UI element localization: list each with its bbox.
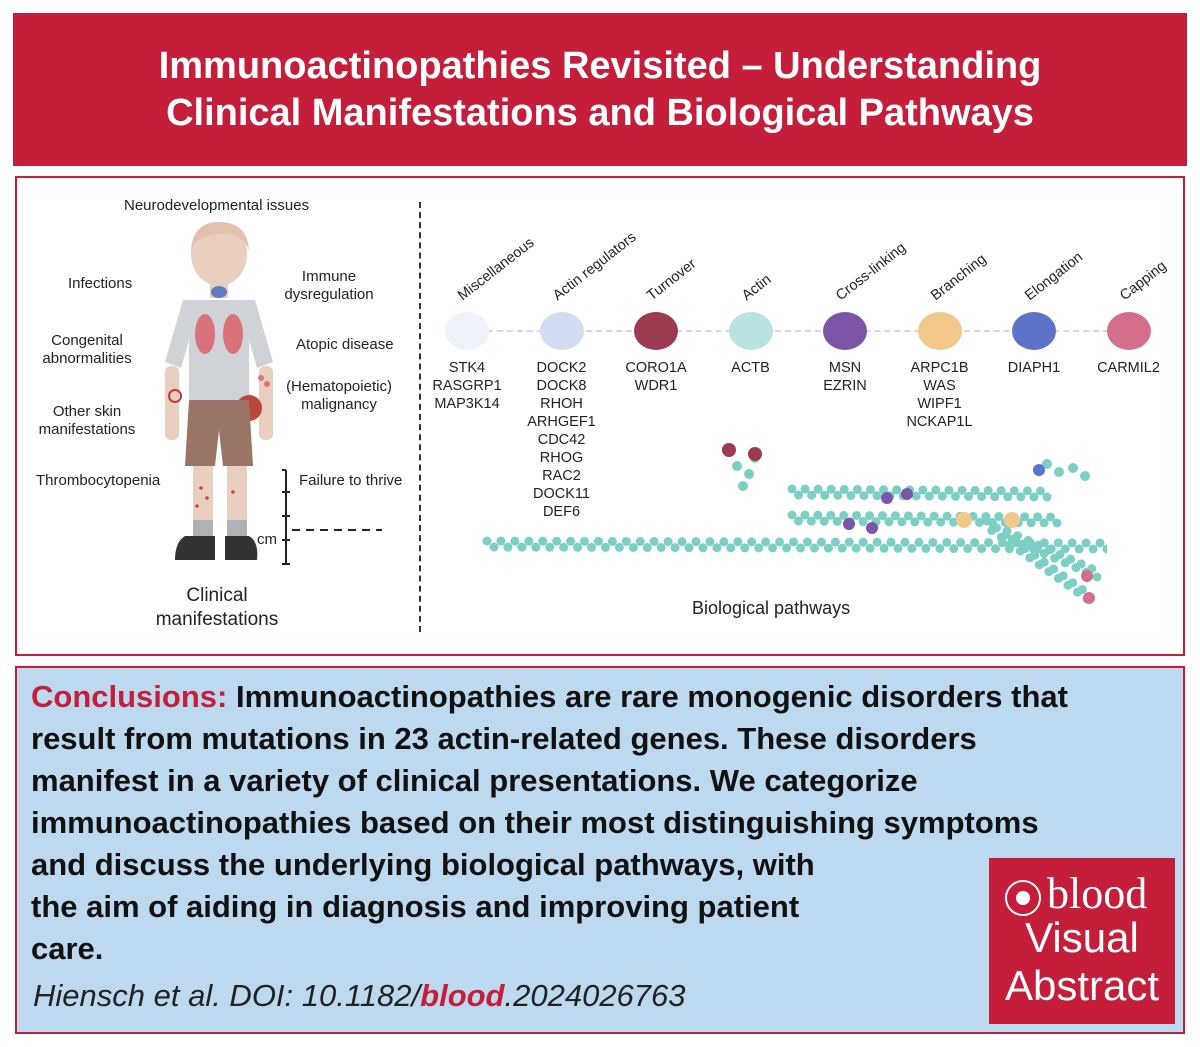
actin-bead [881, 492, 893, 504]
category-dot [823, 312, 867, 350]
label-congenital: Congenital abnormalities [42, 332, 132, 367]
actin-bead [992, 523, 1001, 532]
category-label: Turnover [644, 256, 700, 304]
actin-bead [796, 544, 805, 553]
actin-bead [594, 537, 603, 546]
actin-filament-illustration [467, 436, 1107, 606]
actin-bead [1096, 538, 1105, 547]
gene-name: CDC42 [537, 432, 586, 448]
gene-name: RAC2 [542, 468, 581, 484]
actin-bead [622, 537, 631, 546]
actin-bead [678, 537, 687, 546]
actin-bead [559, 543, 568, 552]
actin-bead [496, 537, 505, 546]
gene-name: EZRIN [823, 378, 867, 394]
actin-bead [789, 537, 798, 546]
category-dot [918, 312, 962, 350]
actin-bead [845, 538, 854, 547]
title-banner [13, 13, 1187, 166]
actin-bead [538, 537, 547, 546]
conclusions-panel [15, 666, 1185, 1034]
actin-bead [740, 543, 749, 552]
actin-bead [782, 543, 791, 552]
actin-bead [768, 543, 777, 552]
actin-bead [1034, 541, 1043, 550]
society-seal-icon [1005, 880, 1041, 916]
conclusions-line-5: and discuss the underlying biological pathways, with [31, 847, 815, 882]
actin-bead [1081, 570, 1093, 582]
gene-list [795, 359, 895, 395]
actin-bead [733, 537, 742, 546]
title-line-1: Immunoactinopathies Revisited – Understanding [158, 44, 1042, 87]
actin-bead [983, 517, 992, 526]
child-figure [157, 220, 287, 572]
actin-bead [483, 537, 492, 546]
category-label: Miscellaneous [455, 234, 538, 304]
panel-divider [419, 202, 421, 632]
actin-bead [866, 544, 875, 553]
actin-bead [935, 544, 944, 553]
gene-list [606, 359, 706, 395]
actin-bead [1013, 531, 1022, 540]
actin-bead [566, 537, 575, 546]
actin-bead [803, 538, 812, 547]
category-dot [634, 312, 678, 350]
actin-bead [942, 538, 951, 547]
actin-bead [545, 543, 554, 552]
actin-bead [991, 544, 1000, 553]
gene-name: RHOG [539, 450, 584, 466]
category-label: Cross-linking [833, 239, 910, 304]
actin-bead [531, 543, 540, 552]
gene-name: ACTB [731, 360, 770, 376]
actin-bead [1040, 558, 1049, 567]
actin-bead [719, 537, 728, 546]
actin-bead [1078, 585, 1087, 594]
label-skin: Other skin manifestations [38, 403, 136, 438]
actin-bead [510, 537, 519, 546]
actin-bead [1082, 538, 1091, 547]
citation-prefix: Hiensch et al. DOI: 10.1182/ [33, 978, 421, 1013]
actin-bead [722, 443, 736, 457]
actin-bead [1045, 545, 1054, 554]
actin-bead [503, 543, 512, 552]
pathways-title: Biological pathways [692, 598, 851, 618]
badge-brand: blood [1047, 869, 1148, 918]
diagram-panel [15, 176, 1185, 656]
actin-bead [1043, 493, 1052, 502]
actin-bead [824, 544, 833, 553]
category-dot [1107, 312, 1151, 350]
actin-bead [657, 543, 666, 552]
actin-bead [949, 544, 958, 553]
actin-bead [1054, 538, 1063, 547]
conclusions-line-4: immunoactinopathies based on their most distinguishing symptoms [31, 805, 1039, 840]
gene-name: WIPF1 [917, 396, 962, 412]
conclusions-line-2: result from mutations in 23 actin-related genes. These disorders [31, 721, 977, 756]
conclusions-line-3: manifest in a variety of clinical presentations. We categorize [31, 763, 918, 798]
title-line-2: Clinical Manifestations and Biological Pathways [166, 91, 1034, 134]
actin-bead [1033, 464, 1045, 476]
actin-bead [685, 543, 694, 552]
actin-bead [880, 544, 889, 553]
actin-bead [698, 543, 707, 552]
actin-bead [866, 522, 878, 534]
actin-bead [928, 538, 937, 547]
category-label: Capping [1116, 258, 1170, 304]
actin-bead [601, 543, 610, 552]
gene-list [1079, 359, 1179, 377]
actin-bead [650, 537, 659, 546]
label-thrombo: Thrombocytopenia [36, 472, 161, 489]
actin-bead [984, 538, 993, 547]
actin-bead [1055, 550, 1064, 559]
actin-bead [738, 481, 748, 491]
gene-name: CARMIL2 [1097, 360, 1160, 376]
category-dot [540, 312, 584, 350]
actin-bead [747, 537, 756, 546]
actin-bead [629, 543, 638, 552]
actin-bead [524, 537, 533, 546]
gene-name: DOCK11 [533, 486, 590, 502]
actin-bead [914, 538, 923, 547]
category-dot [729, 312, 773, 350]
gene-name: MSN [828, 360, 862, 376]
actin-bead [900, 538, 909, 547]
gene-name: DIAPH1 [1007, 360, 1061, 376]
actin-bead [489, 543, 498, 552]
actin-bead [1077, 559, 1086, 568]
conclusions-line-6: the aim of aiding in diagnosis and improving patient [31, 889, 800, 924]
label-malignancy: (Hematopoietic) malignancy [286, 378, 392, 413]
category-label: Elongation [1022, 249, 1087, 304]
label-atopic: Atopic disease [296, 336, 394, 353]
actin-bead [705, 537, 714, 546]
citation-suffix: .2024026763 [504, 978, 686, 1013]
gene-name: WAS [923, 378, 956, 394]
actin-bead [1068, 578, 1077, 587]
label-neuro: Neurodevelopmental issues [124, 197, 310, 214]
gene-name: STK4 [448, 360, 486, 376]
gene-name: CORO1A [625, 360, 687, 376]
category-dot [1012, 312, 1056, 350]
actin-bead [671, 543, 680, 552]
actin-bead [691, 537, 700, 546]
actin-bead [1089, 544, 1098, 553]
gene-name: WDR1 [634, 378, 678, 394]
category-label: Actin [738, 271, 774, 304]
actin-bead [587, 543, 596, 552]
gene-name: RASGRP1 [432, 378, 502, 394]
clinical-title [147, 584, 287, 632]
actin-bead [761, 537, 770, 546]
actin-bead [901, 488, 913, 500]
actin-bead [907, 544, 916, 553]
label-infections: Infections [68, 275, 133, 292]
badge-line-1: Visual [1025, 914, 1139, 961]
actin-bead [859, 538, 868, 547]
gene-list [417, 359, 517, 413]
actin-bead [1068, 463, 1078, 473]
actin-bead [921, 544, 930, 553]
visual-abstract-badge [989, 858, 1175, 1024]
actin-bead [838, 544, 847, 553]
category-label: Actin regulators [549, 229, 639, 304]
actin-bead [608, 537, 617, 546]
actin-bead [1066, 555, 1075, 564]
citation-brand: blood [420, 978, 505, 1013]
gene-name: ARPC1B [910, 360, 969, 376]
gene-name: NCKAP1L [906, 414, 973, 430]
conclusions-line-1: Immunoactinopathies are rare monogenic disorders that [235, 679, 1068, 714]
actin-bead [1024, 536, 1033, 545]
clinical-title-line-2: manifestations [155, 609, 279, 630]
actin-bead [517, 543, 526, 552]
actin-bead [843, 518, 855, 530]
actin-bead [810, 544, 819, 553]
actin-bead [580, 537, 589, 546]
gene-list [701, 359, 801, 377]
actin-bead [732, 461, 742, 471]
label-failure: Failure to thrive [299, 472, 403, 489]
actin-bead [573, 543, 582, 552]
actin-bead [1054, 467, 1064, 477]
citation [33, 978, 686, 1014]
label-cm: cm [257, 531, 277, 548]
actin-bead [852, 544, 861, 553]
actin-bead [1080, 471, 1090, 481]
conclusions-line-7: care. [31, 931, 104, 966]
actin-bead [817, 538, 826, 547]
actin-bead [1068, 538, 1077, 547]
actin-bead [1003, 527, 1012, 536]
label-immune: Immune dysregulation [284, 268, 374, 303]
actin-bead [726, 543, 735, 552]
actin-bead [956, 512, 972, 528]
actin-bead [1049, 565, 1058, 574]
actin-bead [712, 543, 721, 552]
actin-bead [887, 538, 896, 547]
actin-bead [873, 538, 882, 547]
actin-bead [1093, 573, 1102, 582]
actin-bead [643, 543, 652, 552]
gene-name: MAP3K14 [434, 396, 500, 412]
category-dot [445, 312, 489, 350]
category-label: Branching [927, 251, 989, 304]
actin-bead [894, 544, 903, 553]
actin-bead [664, 537, 673, 546]
actin-bead [1053, 519, 1062, 528]
actin-bead [1075, 544, 1084, 553]
gene-list [890, 359, 990, 431]
conclusions-heading: Conclusions: [31, 679, 228, 714]
actin-bead [744, 469, 754, 479]
actin-bead [552, 537, 561, 546]
actin-bead [970, 538, 979, 547]
actin-bead [754, 543, 763, 552]
actin-bead [615, 543, 624, 552]
actin-bead [636, 537, 645, 546]
actin-bead [1083, 592, 1095, 604]
gene-list [984, 359, 1084, 377]
clinical-title-line-1: Clinical [186, 585, 248, 606]
gene-name: RHOH [540, 396, 583, 412]
actin-bead [977, 544, 986, 553]
gene-name: DOCK2 [536, 360, 587, 376]
actin-bead [1004, 512, 1020, 528]
actin-bead [748, 447, 762, 461]
actin-bead [1059, 571, 1068, 580]
actin-bead [831, 538, 840, 547]
actin-bead [956, 538, 965, 547]
gene-name: DEF6 [542, 504, 581, 520]
gene-name: DOCK8 [536, 378, 587, 394]
badge-line-2: Abstract [1004, 962, 1160, 1009]
actin-bead [963, 544, 972, 553]
actin-bead [775, 537, 784, 546]
gene-name: ARHGEF1 [527, 414, 596, 430]
